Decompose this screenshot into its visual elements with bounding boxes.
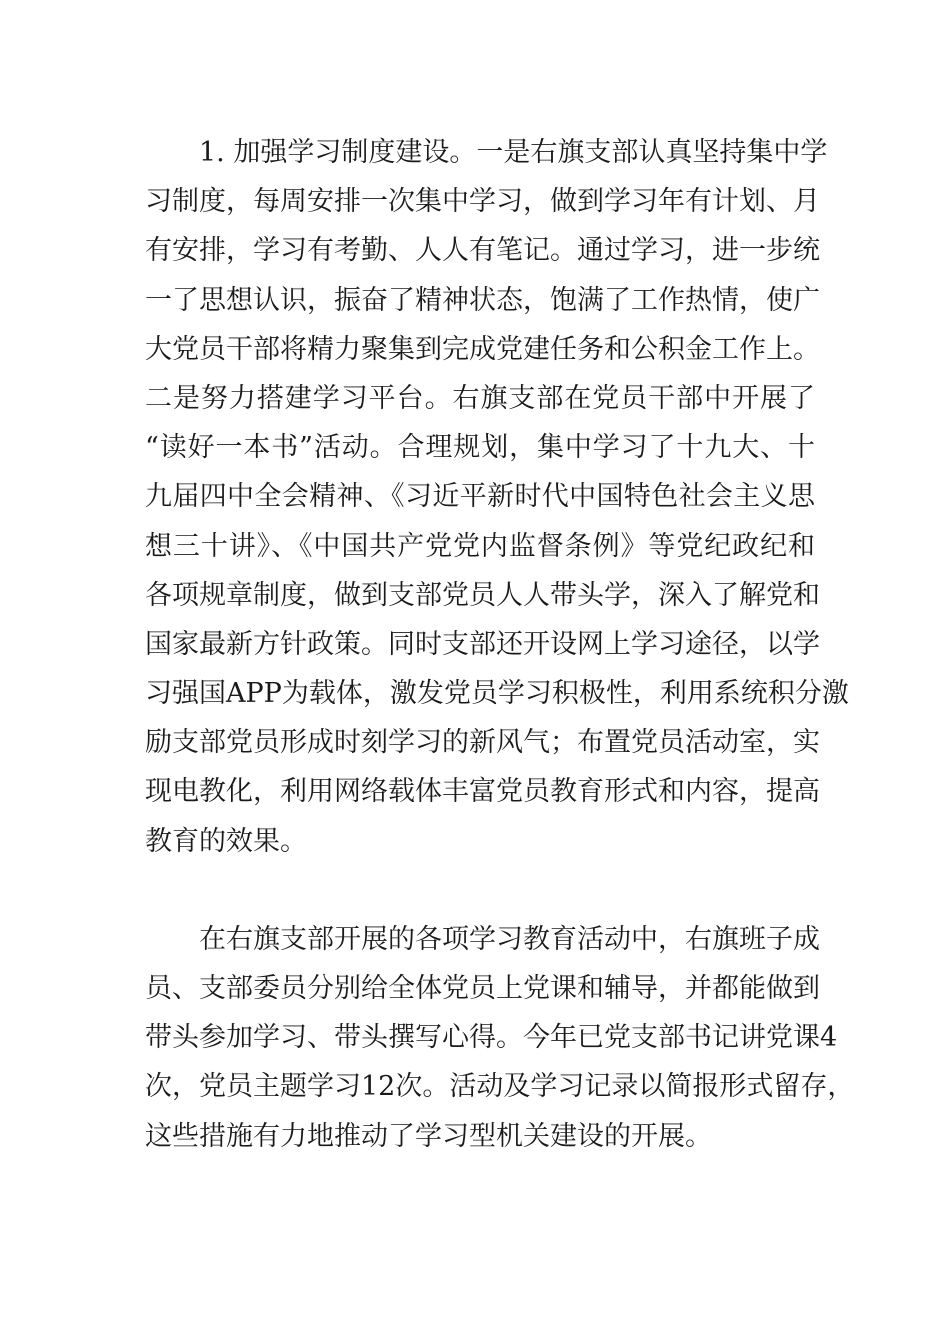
text-line: 教育的效果。 xyxy=(145,825,307,857)
text-line: 国家最新方针政策。同时支部还开设网上学习途径，以学 xyxy=(145,628,820,660)
paragraph-study-activities xyxy=(145,915,855,1161)
text-line: 有安排，学习有考勤、人人有笔记。通过学习，进一步统 xyxy=(145,235,820,267)
text-line: 各项规章制度，做到支部党员人人带头学，深入了解党和 xyxy=(145,579,820,611)
text-line: 习制度，每周安排一次集中学习，做到学习年有计划、月 xyxy=(145,186,820,218)
text-line: 想三十讲》、《中国共产党党内监督条例》等党纪政纪和 xyxy=(145,530,815,562)
paragraph-study-system xyxy=(145,128,849,866)
text-line: 员、支部委员分别给全体党员上党课和辅导，并都能做到 xyxy=(145,973,820,1004)
text-line: 习强国APP为载体，激发党员学习积极性，利用系统积分激 xyxy=(145,678,849,710)
text-line: 1. 加强学习制度建设。一是右旗支部认真坚持集中学 xyxy=(199,137,828,168)
text-line: 这些措施有力地推动了学习型机关建设的开展。 xyxy=(145,1120,712,1152)
text-line: “读好一本书”活动。合理规划，集中学习了十九大、十 xyxy=(145,432,815,464)
text-line: 励支部党员形成时刻学习的新风气；布置党员活动室，实 xyxy=(145,727,820,759)
text-line: 九届四中全会精神、《习近平新时代中国特色社会主义思 xyxy=(145,481,815,513)
text-line: 现电教化，利用网络载体丰富党员教育形式和内容，提高 xyxy=(145,776,820,808)
text-line: 带头参加学习、带头撰写心得。今年已党支部书记讲党课4 xyxy=(145,1022,838,1054)
document-body xyxy=(145,128,855,1161)
text-line: 在右旗支部开展的各项学习教育活动中，右旗班子成 xyxy=(199,923,820,955)
text-line: 次，党员主题学习12次。活动及学习记录以简报形式留存， xyxy=(145,1071,855,1103)
text-line: 一了思想认识，振奋了精神状态，饱满了工作热情，使广 xyxy=(145,284,820,316)
text-line: 大党员干部将精力聚集到完成党建任务和公积金工作上。 xyxy=(145,333,820,365)
text-line: 二是努力搭建学习平台。右旗支部在党员干部中开展了 xyxy=(145,382,815,414)
